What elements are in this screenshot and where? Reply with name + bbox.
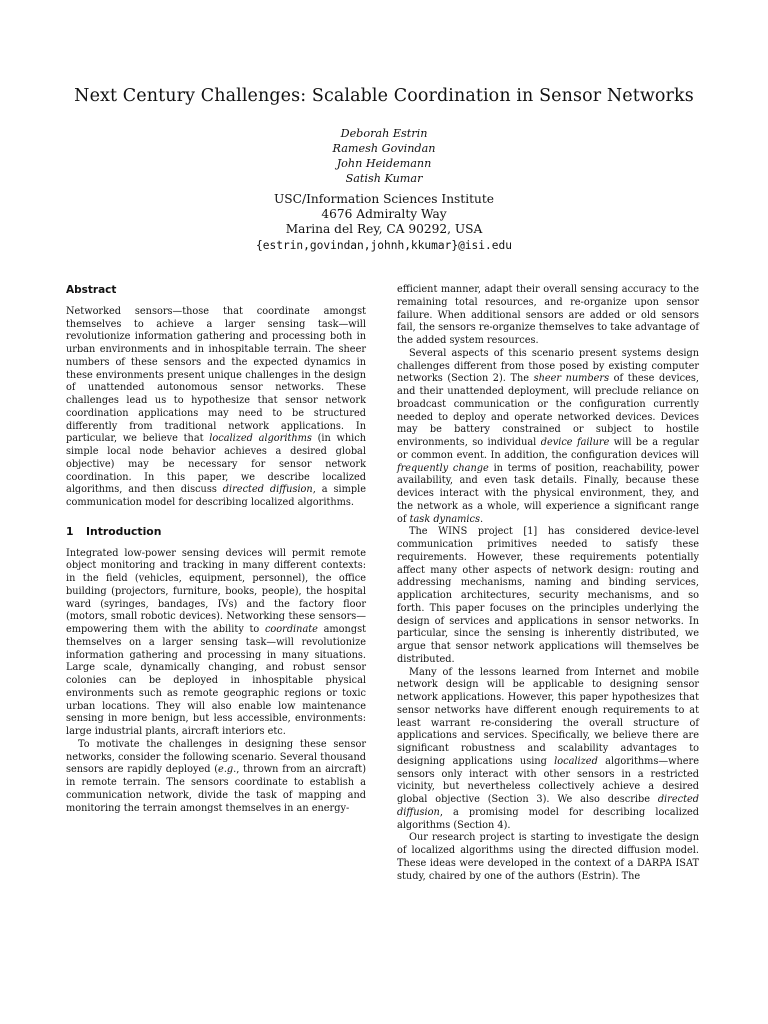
affiliation-street: 4676 Admiralty Way <box>321 207 447 222</box>
section-heading-introduction <box>66 526 366 539</box>
intro-paragraph-2: To motivate the challenges in designing these sensor networks, consider the following scenario. Several thousand sensors are rapidly deployed (e.g., thrown from an aircraft) in remote terrain. The sensors coordinate to establish a communication network, divide the task of mapping and monitoring the terrain amongst themselves in an energy- <box>66 738 366 814</box>
affiliation-email: {estrin,govindan,johnh,kkumar}@isi.edu <box>256 238 512 252</box>
author-list <box>0 126 768 186</box>
intro-paragraph-1: Integrated low-power sensing devices will permit remote object monitoring and tracking in many different contexts: in the field (vehicles, equipment, personnel), the office building (projectors, furniture, books, people), the hospital ward (syringes, bandages, IVs) and the factory floor (motors, small robotic devices). Networking these sensors—empowering them with the ability to coordinate amongst themselves on a larger sensing task—will revolutionize information gathering and processing in many situations. Large scale, dynamically changing, and robust sensor colonies can be deployed in inhospitable physical environments such as remote geographic regions or toxic urban locations. They will also enable low maintenance sensing in more benign, but less accessible, environments: large industrial plants, aircraft interiors etc. <box>66 547 366 737</box>
intro-paragraph-3: Several aspects of this scenario present systems design challenges different from those posed by existing computer networks (Section 2). The sheer numbers of these devices, and their unattended deployment, will preclude reliance on broadcast communication or the configuration currently needed to deploy and operate networked devices. Devices may be battery constrained or subject to hostile environments, so individual device failure will be a regular or common event. In addition, the configuration devices will frequently change in terms of position, reachability, power availability, and even task details. Finally, because these devices interact with the physical environment, they, and the network as a whole, will experience a significant range of task dynamics. <box>397 347 699 525</box>
intro-paragraph-2-continued: efficient manner, adapt their overall sensing accuracy to the remaining total resources, and re-organize upon sensor failure. When additional sensors are added or old sensors fail, the sensors re-organize themselves to take advantage of the added system resources. <box>397 284 699 346</box>
intro-paragraph-5: Many of the lessons learned from Internet and mobile network design will be applicable to designing sensor network applications. However, this paper hypothesizes that sensor networks have different enough requirements to at least warrant re-considering the overall structure of applications and services. Specifically, we believe there are significant robustness and scalability advantages to designing applications using localized algorithms—where sensors only interact with other sensors in a restricted vicinity, but nevertheless collectively achieve a desired global objective (Section 3). We also describe directed diffusion, a promising model for describing localized algorithms (Section 4). <box>397 666 699 831</box>
left-column <box>66 284 366 815</box>
affiliation-city: Marina del Rey, CA 90292, USA <box>285 222 483 237</box>
right-column <box>397 284 699 883</box>
paper-title: Next Century Challenges: Scalable Coordination in Sensor Networks <box>74 86 694 106</box>
abstract-heading: Abstract <box>66 284 117 296</box>
author-name: Ramesh Govindan <box>332 142 436 155</box>
author-name: John Heidemann <box>336 157 432 170</box>
section-number: 1 <box>66 524 74 538</box>
author-name: Satish Kumar <box>345 172 423 185</box>
intro-paragraph-4: The WINS project [1] has considered device-level communication primitives needed to satisfy these requirements. However, these requirements potentially affect many other aspects of network design: routing and addressing mechanisms, naming and binding services, application architectures, security mechanisms, and so forth. This paper focuses on the principles underlying the design of services and applications in sensor networks. In particular, since the sensing is inherently distributed, we argue that sensor network applications will themselves be distributed. <box>397 526 699 665</box>
intro-paragraph-6: Our research project is starting to investigate the design of localized algorithms using the directed diffusion model. These ideas were developed in the context of a DARPA ISAT study, chaired by one of the authors (Estrin). The <box>397 832 699 882</box>
affiliation-block <box>0 192 768 253</box>
affiliation-institute: USC/Information Sciences Institute <box>274 192 494 206</box>
section-title: Introduction <box>86 524 162 538</box>
abstract-paragraph: Networked sensors—those that coordinate amongst themselves to achieve a larger sensing task—will revolutionize information gathering and processing both in urban environments and in inhospitable terrain. The sheer numbers of these sensors and the expected dynamics in these environments present unique challenges in the design of unattended autonomous sensor networks. These challenges lead us to hypothesize that sensor network coordination applications may need to be structured differently from traditional network applications. In particular, we believe that localized algorithms (in which simple local node behavior achieves a desired global objective) may be necessary for sensor network coordination. In this paper, we describe localized algorithms, and then discuss directed diffusion, a simple communication model for describing localized algorithms. <box>66 305 366 508</box>
author-name: Deborah Estrin <box>340 127 428 140</box>
